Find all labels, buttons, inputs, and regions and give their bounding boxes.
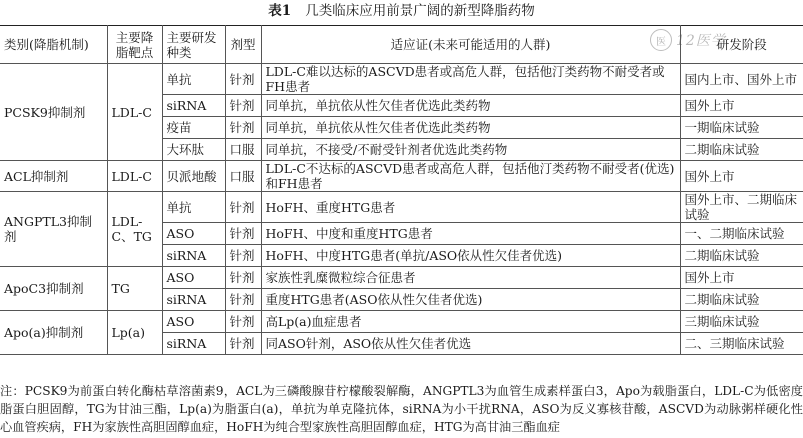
cell-indication: 高Lp(a)血症患者 — [261, 311, 680, 333]
cell-indication: LDL-C不达标的ASCVD患者或高危人群，包括他汀类药物不耐受者(优选)和FH患者 — [261, 161, 680, 192]
header-stage: 研发阶段 — [680, 26, 803, 64]
cell-stage: 国外上市 — [680, 161, 803, 192]
cell-type: 单抗 — [162, 192, 225, 223]
header-category: 类别(降脂机制) — [0, 26, 107, 64]
table-row — [0, 267, 803, 289]
cell-form: 针剂 — [225, 245, 261, 267]
cell-category: Apo(a)抑制剂 — [0, 311, 107, 355]
cell-indication: LDL-C难以达标的ASCVD患者或高危人群，包括他汀类药物不耐受者或FH患者 — [261, 64, 680, 95]
cell-indication: 重度HTG患者(ASO依从性欠佳者优选) — [261, 289, 680, 311]
cell-indication: 家族性乳糜微粒综合征患者 — [261, 267, 680, 289]
cell-indication: 同单抗，单抗依从性欠佳者优选此类药物 — [261, 117, 680, 139]
cell-indication: HoFH、重度HTG患者 — [261, 192, 680, 223]
cell-stage: 国外上市、二期临床试验 — [680, 192, 803, 223]
cell-stage: 国外上市 — [680, 95, 803, 117]
header-target: 主要降脂靶点 — [107, 26, 162, 64]
cell-stage: 一期临床试验 — [680, 117, 803, 139]
cell-type: ASO — [162, 311, 225, 333]
cell-type: siRNA — [162, 95, 225, 117]
table-row — [0, 192, 803, 223]
cell-indication: HoFH、中度HTG患者(单抗/ASO依从性欠佳者优选) — [261, 245, 680, 267]
cell-stage: 国外上市 — [680, 267, 803, 289]
cell-type: 单抗 — [162, 64, 225, 95]
table-footnote: 注：PCSK9为前蛋白转化酶枯草溶菌素9，ACL为三磷酸腺苷柠檬酸裂解酶，ANGPTL3为血管生成素样蛋白3，Apo为载脂蛋白，LDL-C为低密度脂蛋白胆固醇，TG为甘油三酯，Lp(a)为脂蛋白(a)，单抗为单克隆抗体，siRNA为小干扰RNA，ASO为反义寡核苷酸，ASCVD为动脉粥样硬化性心血管疾病，FH为家族性高胆固醇血症，HoFH为纯合型家族性高胆固醇血症，HTG为高甘油三酯血症 — [0, 384, 803, 434]
cell-indication: 同单抗，不接受/不耐受针剂者优选此类药物 — [261, 139, 680, 161]
cell-indication: 同ASO针剂，ASO依从性欠佳者优选 — [261, 333, 680, 355]
header-indication: 适应证(未来可能适用的人群) — [261, 26, 680, 64]
cell-type: 贝派地酸 — [162, 161, 225, 192]
cell-stage: 三期临床试验 — [680, 311, 803, 333]
cell-form: 针剂 — [225, 267, 261, 289]
cell-indication: 同单抗，单抗依从性欠佳者优选此类药物 — [261, 95, 680, 117]
table-row — [0, 64, 803, 95]
cell-type: ASO — [162, 223, 225, 245]
cell-type: siRNA — [162, 245, 225, 267]
cell-category: ACL抑制剂 — [0, 161, 107, 192]
cell-form: 针剂 — [225, 64, 261, 95]
cell-form: 口服 — [225, 139, 261, 161]
cell-stage: 一、二期临床试验 — [680, 223, 803, 245]
cell-target: TG — [107, 267, 162, 311]
cell-stage: 国内上市、国外上市 — [680, 64, 803, 95]
cell-type: 大环肽 — [162, 139, 225, 161]
cell-stage: 二期临床试验 — [680, 289, 803, 311]
header-dev-type: 主要研发种类 — [162, 26, 225, 64]
table-number: 表1 — [268, 3, 292, 19]
cell-form: 针剂 — [225, 289, 261, 311]
cell-form: 针剂 — [225, 333, 261, 355]
table-row — [0, 161, 803, 192]
cell-form: 针剂 — [225, 192, 261, 223]
cell-form: 针剂 — [225, 95, 261, 117]
cell-stage: 二期临床试验 — [680, 139, 803, 161]
cell-category: ANGPTL3抑制剂 — [0, 192, 107, 267]
cell-indication: HoFH、中度和重度HTG患者 — [261, 223, 680, 245]
cell-form: 针剂 — [225, 223, 261, 245]
header-form: 剂型 — [225, 26, 261, 64]
cell-stage: 二期临床试验 — [680, 245, 803, 267]
cell-stage: 二、三期临床试验 — [680, 333, 803, 355]
watermark-script: 12医学 — [676, 33, 726, 49]
drug-table — [0, 25, 803, 355]
seal-icon: 医 — [650, 29, 672, 51]
cell-target: LDL-C — [107, 64, 162, 161]
cell-form: 针剂 — [225, 311, 261, 333]
cell-form: 口服 — [225, 161, 261, 192]
cell-category: PCSK9抑制剂 — [0, 64, 107, 161]
cell-target: Lp(a) — [107, 311, 162, 355]
cell-type: siRNA — [162, 289, 225, 311]
table-row — [0, 311, 803, 333]
cell-type: siRNA — [162, 333, 225, 355]
table-header-row — [0, 26, 803, 64]
table-caption — [0, 0, 803, 22]
cell-target: LDL-C — [107, 161, 162, 192]
cell-target: LDL-C、TG — [107, 192, 162, 267]
table-title: 几类临床应用前景广阔的新型降脂药物 — [305, 3, 535, 19]
cell-type: 疫苗 — [162, 117, 225, 139]
cell-type: ASO — [162, 267, 225, 289]
cell-category: ApoC3抑制剂 — [0, 267, 107, 311]
cell-form: 针剂 — [225, 117, 261, 139]
